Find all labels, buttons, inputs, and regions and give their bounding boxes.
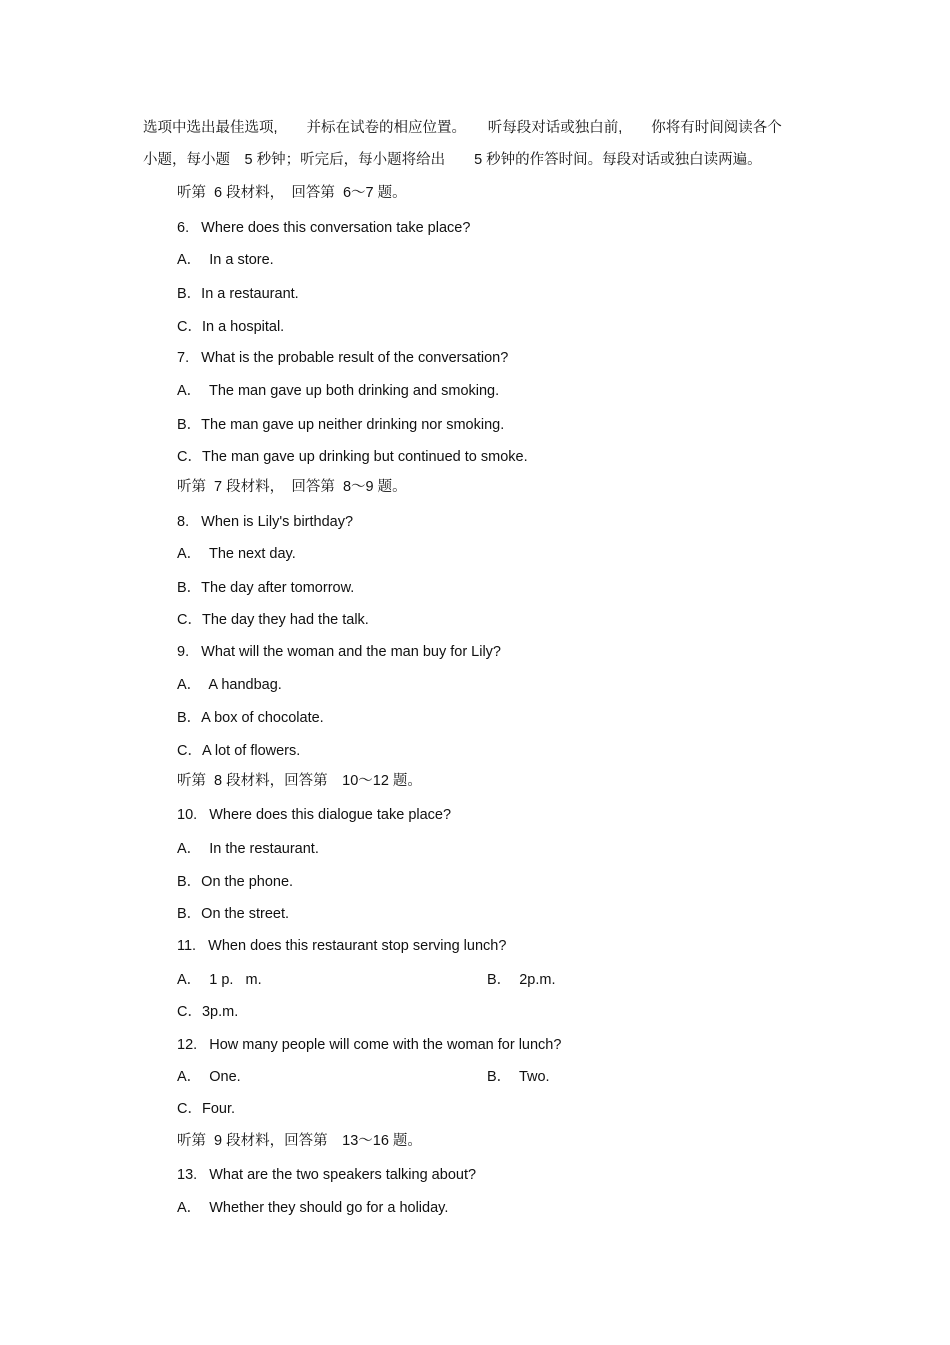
- question-7: 7. What is the probable result of the conversation?: [177, 350, 509, 366]
- question-13: 13. What are the two speakers talking about?: [177, 1167, 477, 1183]
- option-7c: C．The man gave up drinking but continued to smoke.: [177, 449, 528, 465]
- section-heading: 听第 7 段材料， 回答第 8～9 题。: [177, 479, 407, 495]
- option-8c: C．The day they had the talk.: [177, 612, 369, 628]
- section-heading: 听第 9 段材料，回答第 13～16 题。: [177, 1133, 422, 1149]
- option-11a: A． 1 p. m.: [177, 972, 262, 988]
- question-11: 11. When does this restaurant stop serving lunch?: [177, 938, 507, 954]
- option-10a: A． In the restaurant.: [177, 841, 319, 857]
- option-9b: B．A box of chocolate.: [177, 710, 324, 726]
- question-12: 12. How many people will come with the woman for lunch?: [177, 1037, 562, 1053]
- option-13a: A． Whether they should go for a holiday.: [177, 1200, 449, 1216]
- question-10: 10. Where does this dialogue take place?: [177, 807, 452, 823]
- option-6a: A． In a store.: [177, 252, 274, 268]
- option-11b: B． 2p.m.: [487, 972, 556, 988]
- instruction-line-1: 选项中选出最佳选项, 并标在试卷的相应位置。 听每段对话或独白前, 你将有时间阅读各个: [143, 120, 782, 136]
- section-heading: 听第 6 段材料， 回答第 6～7 题。: [177, 185, 407, 201]
- option-10b: B．On the phone.: [177, 874, 294, 890]
- option-9a: A． A handbag.: [177, 677, 282, 693]
- option-10c: B．On the street.: [177, 906, 290, 922]
- instruction-line-2: 小题，每小题 5 秒钟；听完后，每小题将给出 5 秒钟的作答时间。每段对话或独白读两遍。: [143, 152, 762, 168]
- option-9c: C．A lot of flowers.: [177, 743, 301, 759]
- option-7b: B．The man gave up neither drinking nor smoking.: [177, 417, 505, 433]
- option-6b: B．In a restaurant.: [177, 286, 299, 302]
- question-6: 6. Where does this conversation take place?: [177, 220, 471, 236]
- section-heading: 听第 8 段材料，回答第 10～12 题。: [177, 773, 422, 789]
- question-9: 9. What will the woman and the man buy for Lily?: [177, 644, 501, 660]
- option-11c: C．3p.m.: [177, 1004, 239, 1020]
- option-8a: A． The next day.: [177, 546, 296, 562]
- option-6c: C．In a hospital.: [177, 319, 285, 335]
- option-12c: C．Four.: [177, 1101, 236, 1117]
- option-12a: A． One.: [177, 1069, 241, 1085]
- option-8b: B．The day after tomorrow.: [177, 580, 355, 596]
- question-8: 8. When is Lily's birthday?: [177, 514, 354, 530]
- option-12b: B． Two.: [487, 1069, 550, 1085]
- option-7a: A． The man gave up both drinking and smoking.: [177, 383, 500, 399]
